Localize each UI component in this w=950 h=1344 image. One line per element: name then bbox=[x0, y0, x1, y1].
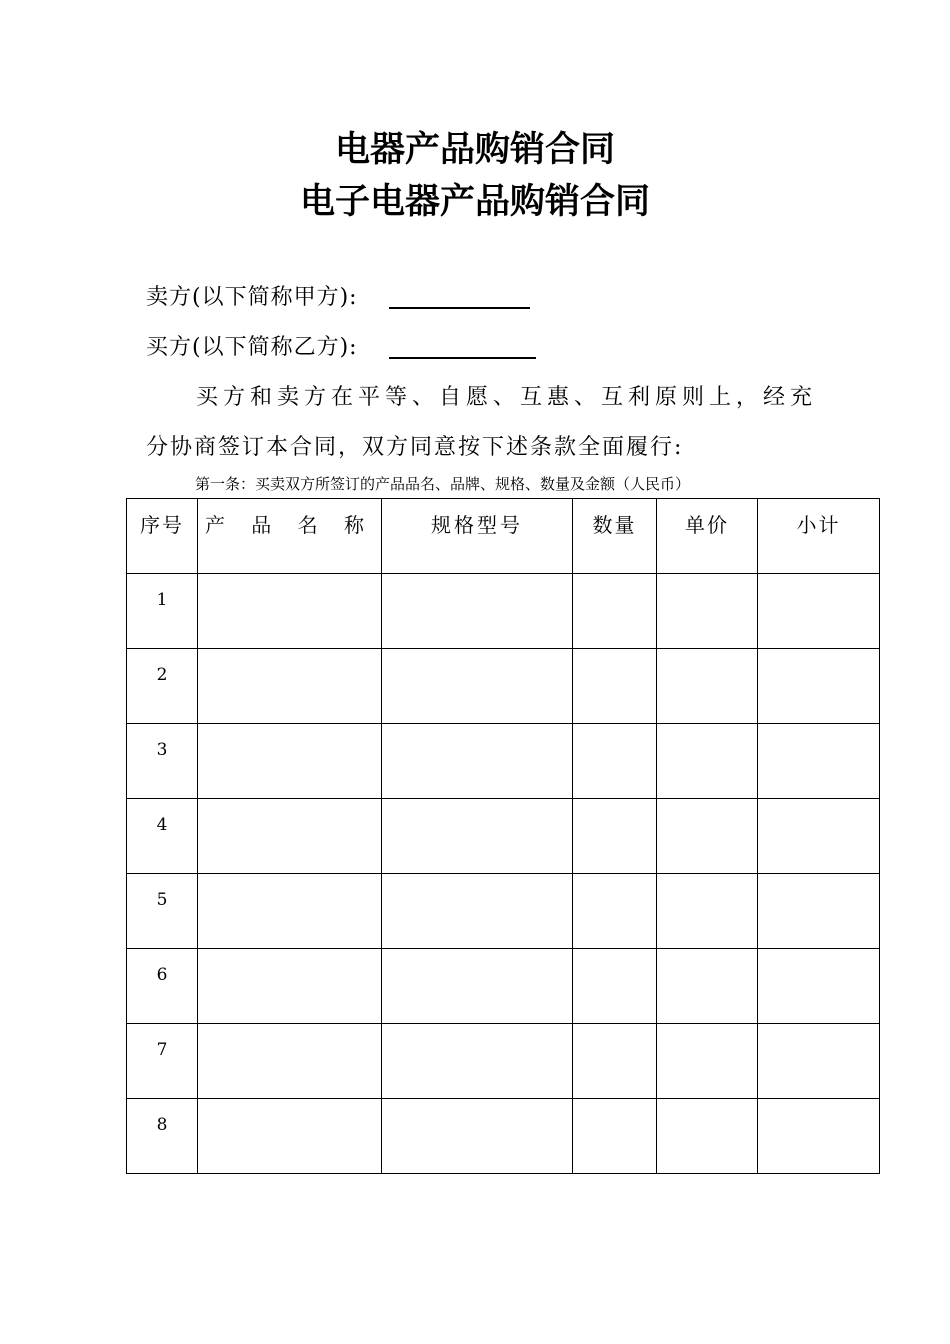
header-subtotal: 小计 bbox=[758, 499, 880, 574]
row-index: 1 bbox=[127, 574, 198, 649]
table-row bbox=[127, 649, 880, 724]
document-title: 电器产品购销合同 bbox=[334, 130, 615, 170]
row-index: 5 bbox=[127, 874, 198, 949]
cell-subtotal[interactable] bbox=[758, 1024, 880, 1099]
cell-quantity[interactable] bbox=[573, 949, 657, 1024]
product-table bbox=[126, 498, 880, 1174]
table-row bbox=[127, 1099, 880, 1174]
table-header-row bbox=[127, 499, 880, 574]
cell-spec-model[interactable] bbox=[382, 799, 573, 874]
row-index: 4 bbox=[127, 799, 198, 874]
cell-quantity[interactable] bbox=[573, 1099, 657, 1174]
cell-product-name[interactable] bbox=[198, 949, 382, 1024]
cell-unit-price[interactable] bbox=[657, 799, 758, 874]
row-index: 6 bbox=[127, 949, 198, 1024]
cell-spec-model[interactable] bbox=[382, 724, 573, 799]
cell-unit-price[interactable] bbox=[657, 874, 758, 949]
cell-quantity[interactable] bbox=[573, 799, 657, 874]
cell-spec-model[interactable] bbox=[382, 874, 573, 949]
cell-quantity[interactable] bbox=[573, 724, 657, 799]
cell-subtotal[interactable] bbox=[758, 874, 880, 949]
cell-quantity[interactable] bbox=[573, 574, 657, 649]
cell-unit-price[interactable] bbox=[657, 574, 758, 649]
table-row bbox=[127, 724, 880, 799]
cell-unit-price[interactable] bbox=[657, 949, 758, 1024]
cell-subtotal[interactable] bbox=[758, 574, 880, 649]
cell-quantity[interactable] bbox=[573, 649, 657, 724]
table-row bbox=[127, 574, 880, 649]
cell-spec-model[interactable] bbox=[382, 1024, 573, 1099]
header-index: 序号 bbox=[127, 499, 198, 574]
cell-product-name[interactable] bbox=[198, 1099, 382, 1174]
header-spec-model: 规格型号 bbox=[382, 499, 573, 574]
cell-subtotal[interactable] bbox=[758, 649, 880, 724]
cell-unit-price[interactable] bbox=[657, 724, 758, 799]
row-index: 3 bbox=[127, 724, 198, 799]
buyer-label: 买方(以下简称乙方): bbox=[146, 335, 358, 360]
clause-1-heading: 第一条：买卖双方所签订的产品品名、品牌、规格、数量及金额（人民币） bbox=[195, 475, 691, 493]
cell-spec-model[interactable] bbox=[382, 949, 573, 1024]
table-row bbox=[127, 949, 880, 1024]
cell-subtotal[interactable] bbox=[758, 949, 880, 1024]
document-subtitle: 电子电器产品购销合同 bbox=[299, 182, 650, 222]
header-unit-price: 单价 bbox=[657, 499, 758, 574]
cell-product-name[interactable] bbox=[198, 874, 382, 949]
cell-product-name[interactable] bbox=[198, 1024, 382, 1099]
buyer-name-blank[interactable] bbox=[389, 357, 536, 359]
header-product-name: 产 品 名 称 bbox=[198, 499, 382, 574]
header-quantity: 数量 bbox=[573, 499, 657, 574]
cell-product-name[interactable] bbox=[198, 799, 382, 874]
cell-spec-model[interactable] bbox=[382, 1099, 573, 1174]
cell-subtotal[interactable] bbox=[758, 724, 880, 799]
intro-paragraph-line-1: 买方和卖方在平等、自愿、互惠、互利原则上，经充 bbox=[196, 385, 818, 410]
cell-spec-model[interactable] bbox=[382, 649, 573, 724]
seller-name-blank[interactable] bbox=[389, 307, 530, 309]
table-row bbox=[127, 874, 880, 949]
cell-product-name[interactable] bbox=[198, 649, 382, 724]
seller-label: 卖方(以下简称甲方): bbox=[146, 285, 358, 310]
cell-spec-model[interactable] bbox=[382, 574, 573, 649]
cell-unit-price[interactable] bbox=[657, 1099, 758, 1174]
row-index: 7 bbox=[127, 1024, 198, 1099]
cell-product-name[interactable] bbox=[198, 724, 382, 799]
row-index: 2 bbox=[127, 649, 198, 724]
cell-subtotal[interactable] bbox=[758, 1099, 880, 1174]
table-row bbox=[127, 799, 880, 874]
cell-product-name[interactable] bbox=[198, 574, 382, 649]
intro-paragraph-line-2: 分协商签订本合同，双方同意按下述条款全面履行: bbox=[146, 435, 684, 460]
cell-unit-price[interactable] bbox=[657, 649, 758, 724]
cell-quantity[interactable] bbox=[573, 1024, 657, 1099]
cell-unit-price[interactable] bbox=[657, 1024, 758, 1099]
row-index: 8 bbox=[127, 1099, 198, 1174]
table-row bbox=[127, 1024, 880, 1099]
cell-subtotal[interactable] bbox=[758, 799, 880, 874]
cell-quantity[interactable] bbox=[573, 874, 657, 949]
